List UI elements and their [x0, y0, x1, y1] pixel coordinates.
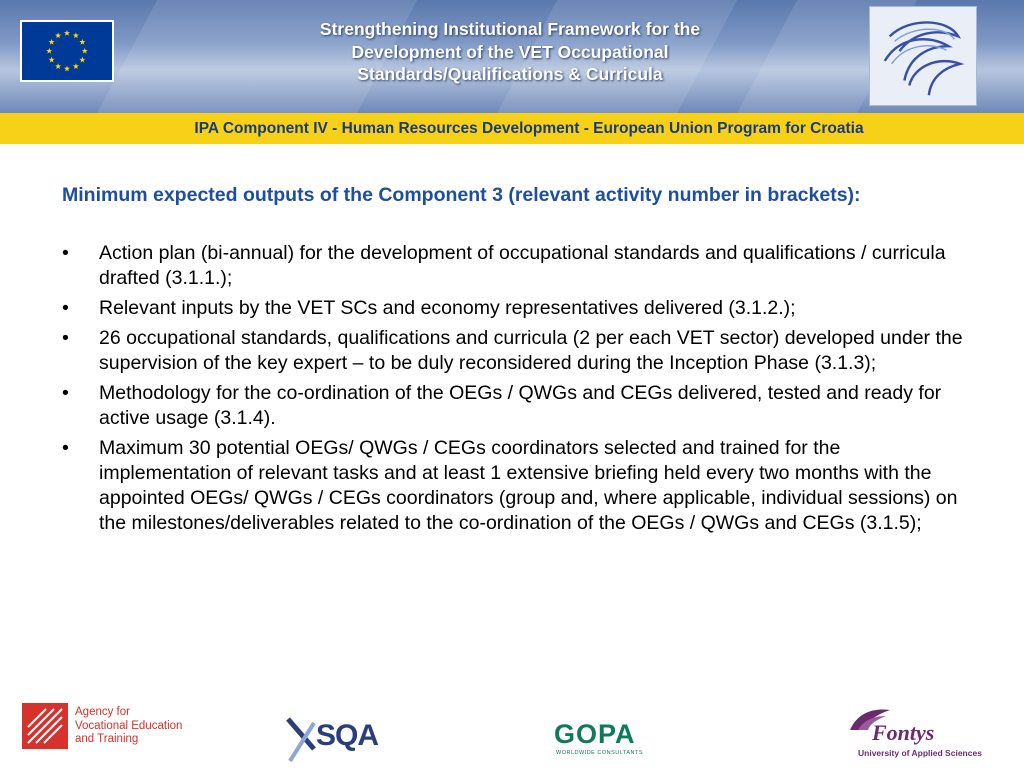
eu-star-icon [79, 39, 85, 45]
bullet-list [62, 241, 972, 536]
eu-star-icon [46, 48, 52, 54]
banner-title-line: Strengthening Institutional Framework for the [319, 19, 701, 39]
gopa-logo [554, 719, 644, 759]
banner-title-line: Standards/Qualifications & Curricula [357, 64, 663, 84]
list-item-text: Maximum 30 potential OEGs/ QWGs / CEGs coordinators selected and trained for the implementation of relevant tasks and at least 1 extensive briefing held every two months with the appointed OEGs/ QWGs / CEGs coordinators (group and, where applicable, individual sessions) on the milestones/deliverables related to the co-ordination of the OEGs / QWGs and CEGs (3.1.5); [99, 437, 958, 534]
eu-star-icon [82, 48, 88, 54]
avet-mark-icon [22, 703, 68, 749]
eu-star-icon [49, 57, 55, 63]
eu-star-icon [64, 30, 70, 36]
subtitle-text: IPA Component IV - Human Resources Development - European Union Program for Croatia [194, 120, 864, 137]
slide-heading: Minimum expected outputs of the Component 3 (relevant activity number in brackets): [62, 184, 861, 206]
eu-star-icon [79, 57, 85, 63]
avet-logo [22, 703, 192, 751]
sqa-logo [284, 713, 384, 765]
subtitle-bar [0, 113, 1024, 144]
avet-line: Vocational Education [75, 719, 183, 732]
avet-line: Agency for [75, 706, 130, 718]
list-item-text: Methodology for the co-ordination of the OEGs / QWGs and CEGs delivered, tested and ready for active usage (3.1.4). [99, 382, 942, 429]
list-item [62, 436, 972, 536]
eu-star-icon [55, 63, 61, 69]
eu-star-icon [73, 63, 79, 69]
bullet-icon: • [62, 382, 69, 404]
sqa-text: SQA [316, 719, 379, 752]
bullet-icon: • [62, 297, 69, 319]
gopa-text: GOPA [554, 719, 636, 749]
fontys-text: Fontys [872, 720, 935, 745]
list-item [62, 381, 972, 431]
list-item [62, 326, 972, 376]
fontys-subtext: University of Applied Sciences [858, 748, 982, 758]
eu-star-icon [55, 32, 61, 38]
avet-line: and Training [75, 733, 139, 745]
banner-title [230, 18, 790, 86]
bullet-icon: • [62, 327, 69, 349]
eu-star-icon [73, 32, 79, 38]
avet-text [75, 706, 205, 747]
list-item [62, 241, 972, 291]
banner-title-line: Development of the VET Occupational [351, 41, 669, 62]
gopa-subtext: WORLDWIDE CONSULTANTS [556, 750, 643, 756]
bullet-icon: • [62, 242, 69, 264]
slide-content [62, 183, 972, 541]
project-logo-icon [869, 6, 977, 106]
eu-star-icon [64, 66, 70, 72]
sqa-x-icon [284, 715, 318, 765]
list-item-text: Relevant inputs by the VET SCs and economy representatives delivered (3.1.2.); [99, 297, 796, 319]
fontys-logo [846, 706, 996, 762]
header-banner [0, 0, 1024, 113]
list-item-text: Action plan (bi-annual) for the development of occupational standards and qualifications / curricula drafted (3.1.1.); [99, 242, 946, 289]
eu-star-icon [49, 39, 55, 45]
list-item [62, 296, 972, 321]
bullet-icon: • [62, 437, 69, 459]
list-item-text: 26 occupational standards, qualifications and curricula (2 per each VET sector) developed under the supervision of the key expert – to be duly reconsidered during the Inception Phase (3.1.3); [99, 327, 963, 374]
eu-flag-icon [20, 20, 114, 82]
